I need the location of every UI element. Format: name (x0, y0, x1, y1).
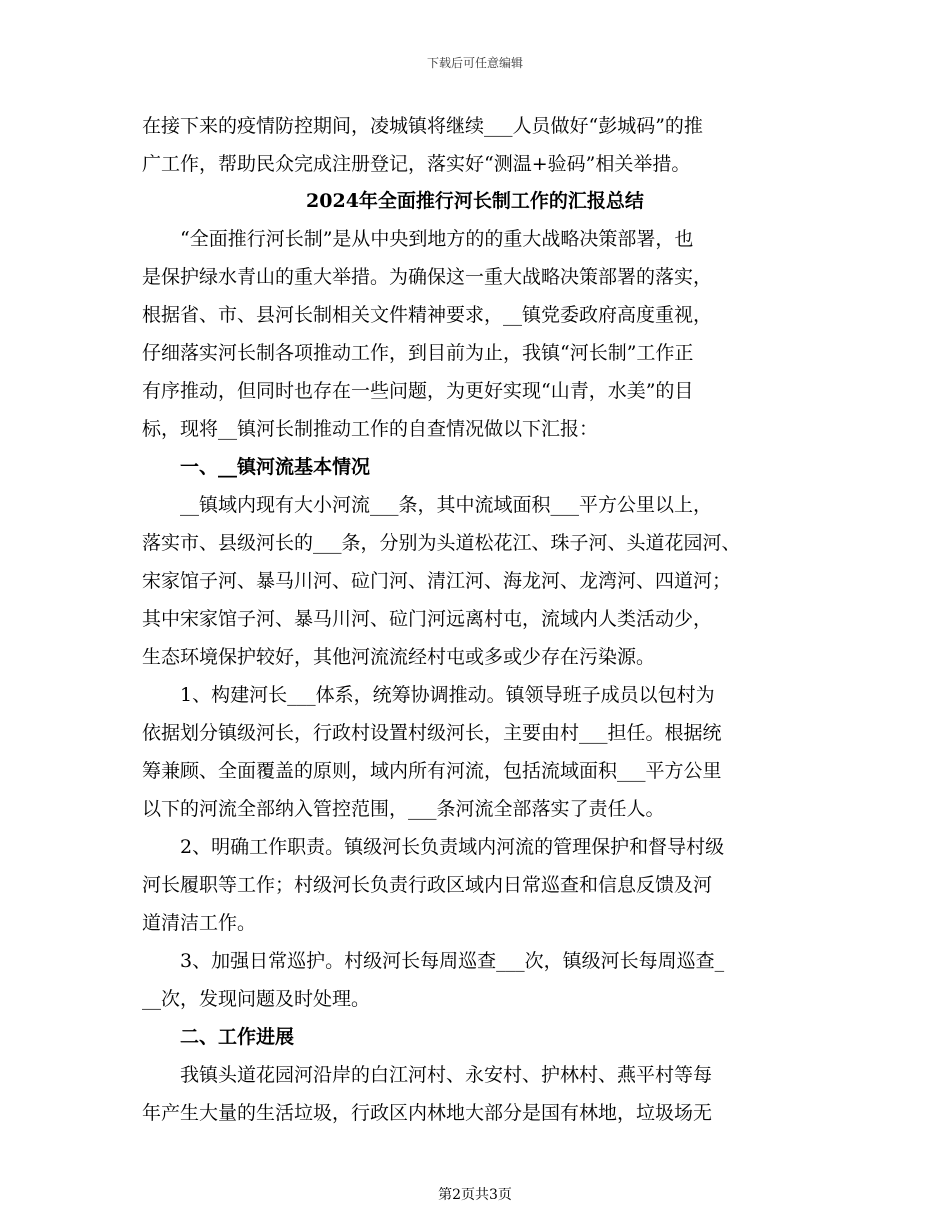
paragraph-line: 3、加强日常巡护。村级河长每周巡查___次，镇级河长每周巡查_ (180, 950, 725, 972)
paragraph-line: 仔细落实河长制各项推动工作，到目前为止，我镇“河长制”工作正 (142, 342, 694, 364)
paragraph-line: __镇域内现有大小河流___条，其中流域面积___平方公里以上， (180, 494, 713, 516)
paragraph-line: 1、构建河长___体系，统筹协调推动。镇领导班子成员以包村为 (180, 684, 715, 706)
paragraph-line: 有序推动，但同时也存在一些问题，为更好实现“山青，水美”的目 (142, 380, 694, 402)
paragraph-line: 河长履职等工作；村级河长负责行政区域内日常巡查和信息反馈及河 (142, 874, 713, 896)
page-number-footer: 第2页共3页 (438, 1187, 512, 1203)
paragraph-line: “全面推行河长制”是从中央到地方的的重大战略决策部署，也 (180, 228, 694, 250)
paragraph-line: 根据省、市、县河长制相关文件精神要求，__镇党委政府高度重视， (142, 304, 713, 326)
section-heading-1: 一、__镇河流基本情况 (180, 456, 371, 478)
paragraph-line: 以下的河流全部纳入管控范围，___条河流全部落实了责任人。 (142, 798, 665, 820)
paragraph-line: 其中宋家馆子河、暴马川河、砬门河远离村屯，流域内人类活动少， (142, 608, 713, 630)
paragraph-line: 宋家馆子河、暴马川河、砬门河、清江河、海龙河、龙湾河、四道河； (142, 570, 732, 592)
paragraph-line: 年产生大量的生活垃圾，行政区内林地大部分是国有林地，垃圾场无 (142, 1102, 713, 1124)
paragraph-line: 在接下来的疫情防控期间，凌城镇将继续___人员做好“彭城码”的推 (142, 115, 703, 137)
paragraph-line: 广工作，帮助民众完成注册登记，落实好“测温+验码”相关举措。 (142, 153, 691, 175)
paragraph-line: 生态环境保护较好，其他河流流经村屯或多或少存在污染源。 (142, 646, 656, 668)
paragraph-line: 我镇头道花园河沿岸的白江河村、永安村、护林村、燕平村等每 (180, 1064, 713, 1086)
paragraph-line: 筹兼顾、全面覆盖的原则，域内所有河流，包括流域面积___平方公里 (142, 760, 722, 782)
paragraph-line: 道清洁工作。 (142, 912, 257, 934)
paragraph-line: __次，发现问题及时处理。 (142, 988, 371, 1010)
document-title: 2024年全面推行河长制工作的汇报总结 (306, 190, 644, 212)
page-header-note: 下载后可任意编辑 (426, 56, 523, 70)
section-heading-2: 二、工作进展 (180, 1026, 295, 1048)
paragraph-line: 依据划分镇级河长，行政村设置村级河长，主要由村___担任。根据统 (142, 722, 722, 744)
paragraph-line: 落实市、县级河长的___条，分别为头道松花江、珠子河、头道花园河、 (142, 532, 741, 554)
paragraph-line: 是保护绿水青山的重大举措。为确保这一重大战略决策部署的落实， (142, 266, 713, 288)
paragraph-line: 2、明确工作职责。镇级河长负责域内河流的管理保护和督导村级 (180, 836, 725, 858)
paragraph-line: 标，现将__镇河长制推动工作的自查情况做以下汇报： (142, 418, 599, 440)
